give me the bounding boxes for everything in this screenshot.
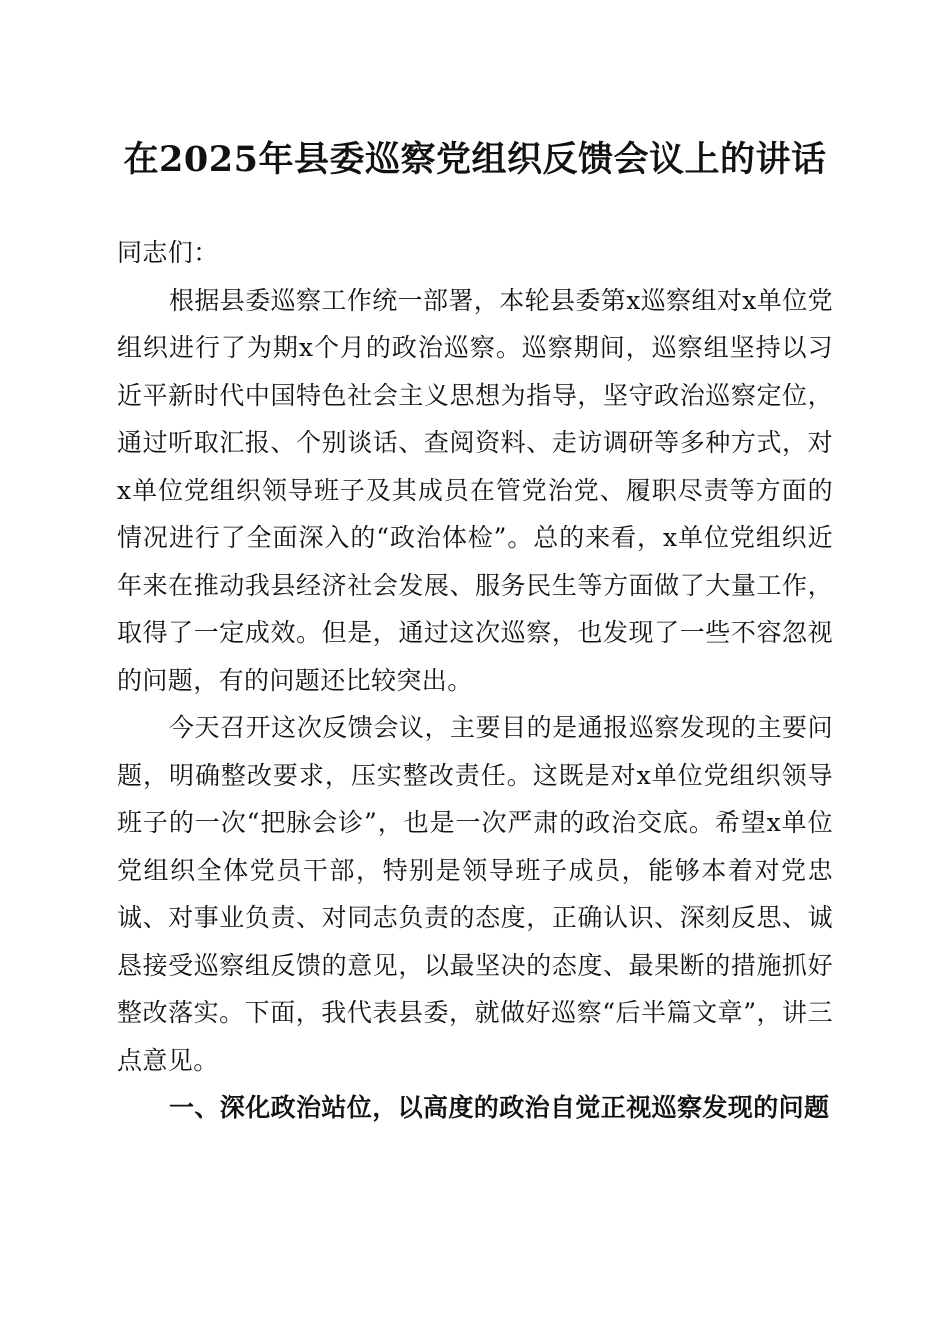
salutation: 同志们： — [117, 238, 219, 267]
paragraph-1: 根据县委巡察工作统一部署，本轮县委第x巡察组对x单位党组织进行了为期x个月的政治巡察。巡察期间，巡察组坚持以习近平新时代中国特色社会主义思想为指导，坚守政治巡察定位，通过听取汇报、个别谈话、查阅资料、走访调研等多种方式，对x单位党组织领导班子及其成员在管党治党、履职尽责等方面的情况进行了全面深入的“政治体检”。总的来看，x单位党组织近年来在推动我县经济社会发展、服务民生等方面做了大量工作，取得了一定成效。但是，通过这次巡察，也发现了一些不容忽视的问题，有的问题还比较突出。 — [117, 285, 834, 695]
section-heading-1: 一、深化政治站位，以高度的政治自觉正视巡察发现的问题 — [169, 1093, 830, 1122]
document-body — [117, 229, 833, 1132]
document-title: 在2025年县委巡察党组织反馈会议上的讲话 — [123, 139, 827, 180]
paragraph-2: 今天召开这次反馈会议，主要目的是通报巡察发现的主要问题，明确整改要求，压实整改责任。这既是对x单位党组织领导班子的一次“把脉会诊”，也是一次严肃的政治交底。希望x单位党组织全体党员干部，特别是领导班子成员，能够本着对党忠诚、对事业负责、对同志负责的态度，正确认识、深刻反思、诚恳接受巡察组反馈的意见，以最坚决的态度、最果断的措施抓好整改落实。下面，我代表县委，就做好巡察“后半篇文章”，讲三点意见。 — [117, 713, 833, 1075]
